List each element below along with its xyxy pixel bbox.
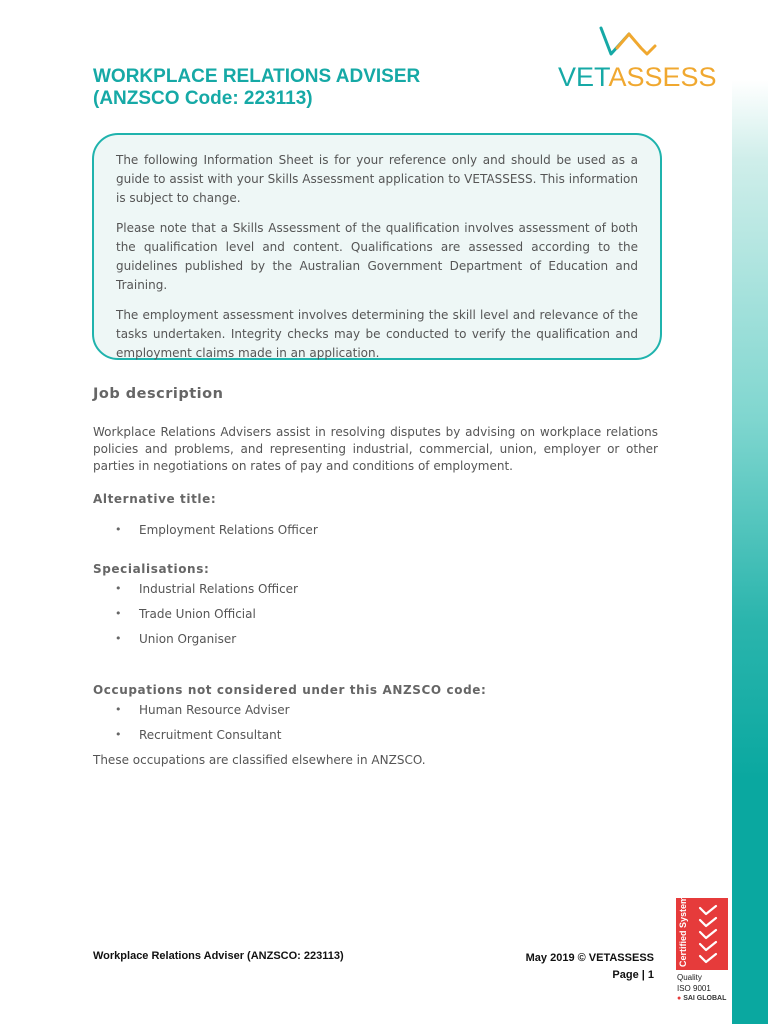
not-considered-label: Occupations not considered under this ANZSCO code:	[93, 683, 487, 697]
list-item: • Trade Union Official	[115, 606, 298, 631]
certified-system-text: Certified System	[678, 895, 688, 967]
info-paragraph-2: Please note that a Skills Assessment of the qualification involves assessment of both the qualification level and content. Qualifications are assessed according to the guidelines published by the Australian Government Department of Education and Training.	[116, 221, 638, 292]
sai-global-text: SAI GLOBAL	[683, 995, 727, 1002]
footer-date-page	[470, 950, 654, 984]
logo-text-vet: VET	[558, 62, 609, 92]
list-item: • Human Resource Adviser	[115, 702, 290, 727]
sai-global-dot-icon: ●	[677, 995, 682, 1002]
alternative-title-label: Alternative title:	[93, 492, 217, 506]
cert-quality-text: Quality	[677, 973, 702, 982]
footer-page-number: Page | 1	[612, 969, 654, 981]
not-considered-list	[115, 702, 290, 752]
list-item: • Employment Relations Officer	[115, 522, 318, 547]
information-notice-box	[92, 133, 662, 360]
info-paragraph-1: The following Information Sheet is for your reference only and should be used as a guide to assist with your Skills Assessment application to VETASSESS. This information is subject to change.	[116, 153, 638, 205]
checkmarks-icon	[696, 904, 724, 966]
certification-standard	[677, 972, 711, 994]
sai-global-brand	[677, 995, 726, 1002]
cert-iso-text: ISO 9001	[677, 984, 711, 993]
side-accent-bar	[732, 0, 768, 1024]
job-description-heading: Job description	[93, 386, 224, 402]
title-line-2: (ANZSCO Code: 223113)	[93, 88, 313, 109]
list-item: • Industrial Relations Officer	[115, 581, 298, 606]
page-title	[93, 66, 513, 110]
certification-red-block	[676, 895, 728, 970]
vetassess-logo	[555, 24, 717, 94]
logo-wordmark	[558, 62, 717, 93]
checkmark-chevron-logo-icon	[555, 24, 705, 64]
list-item: • Recruitment Consultant	[115, 727, 290, 752]
iso-certification-badge	[676, 895, 728, 1008]
classification-note: These occupations are classified elsewhere in ANZSCO.	[93, 753, 426, 767]
info-paragraph-3: The employment assessment involves determining the skill level and relevance of the tasks undertaken. Integrity checks may be conducted to verify the qualification and employment claims made in an application.	[116, 308, 638, 360]
list-item: • Union Organiser	[115, 631, 298, 656]
logo-text-assess: ASSESS	[608, 62, 717, 92]
specialisations-list	[115, 581, 298, 656]
job-description-text: Workplace Relations Advisers assist in resolving disputes by advising on workplace relations policies and problems, and representing industrial, commercial, union, employer or other parties in negotiations on rates of pay and conditions of employment.	[93, 425, 658, 473]
footer-document-title: Workplace Relations Adviser (ANZSCO: 223113)	[93, 950, 344, 962]
specialisations-label: Specialisations:	[93, 562, 210, 576]
title-line-1: WORKPLACE RELATIONS ADVISER	[93, 66, 421, 87]
alternative-title-list	[115, 522, 318, 547]
footer-date-copyright: May 2019 © VETASSESS	[525, 952, 654, 964]
